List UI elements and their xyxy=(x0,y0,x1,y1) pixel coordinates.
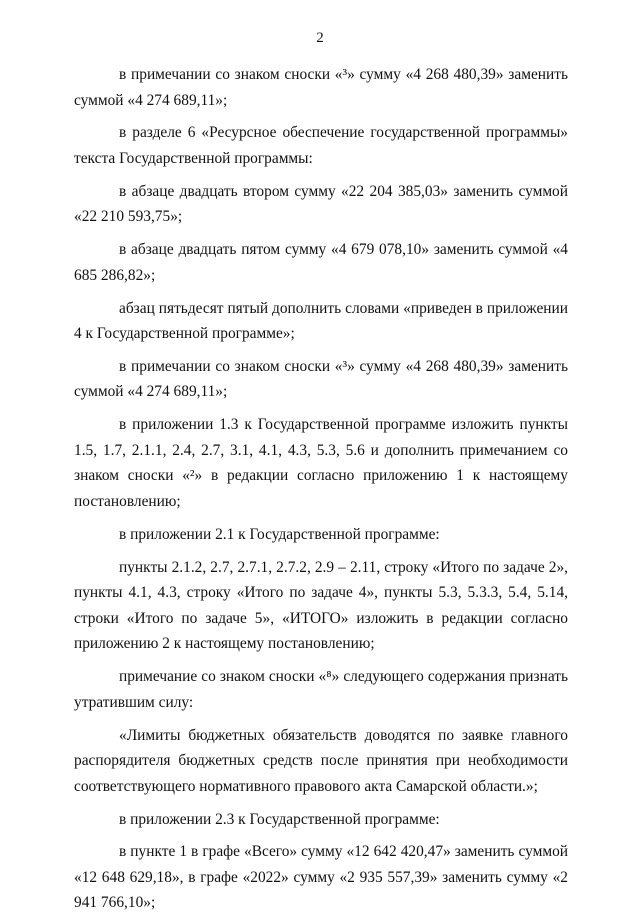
paragraph: в приложении 1.3 к Государственной программе изложить пункты 1.5, 1.7, 2.1.1, 2.4, 2.7, 3.1, 4.1, 4.3, 5.3, 5.6 и дополнить примечанием со знаком сноски «²» в редакции согласно приложению 1 к настоящему постановлению; xyxy=(74,416,568,511)
paragraph: в приложении 2.3 к Государственной программе: xyxy=(119,810,440,828)
page-number: 2 xyxy=(316,30,324,46)
paragraph: пункты 2.1.2, 2.7, 2.7.1, 2.7.2, 2.9 – 2.11, строку «Итого по задаче 2», пункты 4.1, 4.3, строку «Итого по задаче 4», пункты 5.3, 5.3.3, 5.4, 5.14, строки «Итого по задаче 5», «ИТОГО» изложить в редакции согласно приложению 2 к настоящему постановлению; xyxy=(74,558,568,653)
paragraph: в примечании со знаком сноски «³» сумму «4 268 480,39» заменить суммой «4 274 689,11»; xyxy=(74,357,568,401)
quoted-paragraph: «Лимиты бюджетных обязательств доводятся по заявке главного распорядителя бюджетных средств после принятия при необходимости соответствующего нормативного правового акта Самарской области.»; xyxy=(74,726,568,795)
paragraph: в разделе 6 «Ресурсное обеспечение государственной программы» текста Государственной программы: xyxy=(74,124,568,167)
paragraph: примечание со знаком сноски «⁸» следующего содержания признать утратившим силу: xyxy=(74,668,568,711)
document-body xyxy=(74,62,568,923)
paragraph: в примечании со знаком сноски «³» сумму «4 268 480,39» заменить суммой «4 274 689,11»; xyxy=(74,66,568,109)
paragraph: в абзаце двадцать втором сумму «22 204 385,03» заменить суммой «22 210 593,75»; xyxy=(74,182,568,226)
paragraph: абзац пятьдесят пятый дополнить словами «приведен в приложении 4 к Государственной программе»; xyxy=(74,299,568,343)
paragraph: в пункте 1 в графе «Всего» сумму «12 642 420,47» заменить суммой «12 648 629,18», в графе «2022» сумму «2 935 557,39» заменить сумму «2 941 766,10»; xyxy=(74,843,568,912)
paragraph: в приложении 2.1 к Государственной программе: xyxy=(119,525,440,543)
paragraph: в абзаце двадцать пятом сумму «4 679 078,10» заменить суммой «4 685 286,82»; xyxy=(74,241,568,284)
